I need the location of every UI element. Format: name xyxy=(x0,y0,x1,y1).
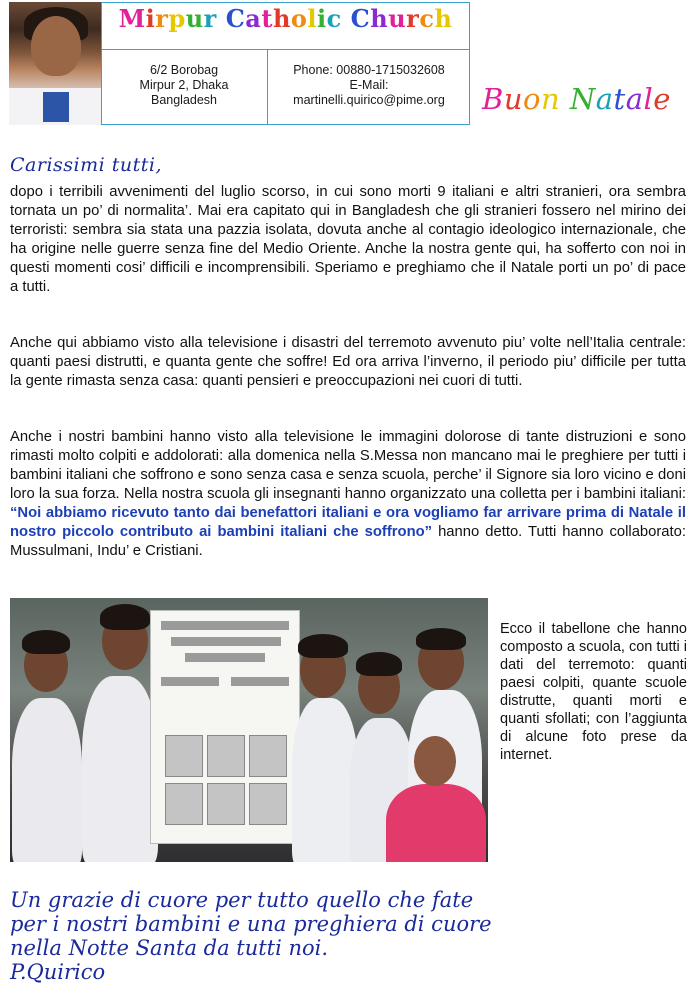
closing-line: Un grazie di cuore per tutto quello che fate xyxy=(10,888,474,912)
church-address xyxy=(101,63,267,108)
closing-message xyxy=(10,888,492,984)
signature: P.Quirico xyxy=(10,960,106,984)
address-line: Bangladesh xyxy=(150,93,218,107)
phone-number: Phone: 00880-1715032608 xyxy=(293,63,445,77)
girl-portrait-photo xyxy=(9,2,101,125)
closing-line: nella Notte Santa da tutti noi. xyxy=(10,936,329,960)
photo-caption: Ecco il tabellone che hanno composto a scuola, con tutti i dati del terremoto: quanti paesi colpiti, quante scuole distrutte, quanti morti e quanti sfollati; con l’aggiunta di alcune foto prese da internet. xyxy=(500,621,687,763)
salutation: Carissimi tutti, xyxy=(10,154,162,176)
church-name: Mirpur Catholic Church xyxy=(118,4,453,33)
paragraph-text: hanno detto. Tutti hanno collaborato: Mussulmani, Indu’ e Cristiani. xyxy=(10,524,686,559)
email-label: E-Mail: xyxy=(349,78,389,92)
paragraph-earthquake: Anche qui abbiamo visto alla televisione i disastri del terremoto avvenuto piu’ volte nell’Italia centrale: quanti paesi distrutti, e quanta gente che soffre! Ed ora arriva l’inverno, il periodo piu’ difficile per tutta la gente rimasta senza casa: quanti pensieri e preoccupazioni nei cuori di tutti. xyxy=(10,335,686,389)
children-quote: “Noi abbiamo ricevuto tanto dai benefattori italiani e ora vogliamo far arrivare prima di Natale il nostro piccolo contributo ai bambini italiani che soffrono” xyxy=(10,505,686,540)
church-contact xyxy=(268,63,470,108)
children-poster-photo xyxy=(10,598,488,862)
paragraph-children-collection xyxy=(10,428,686,561)
closing-line: per i nostri bambini e una preghiera di cuore xyxy=(10,912,492,936)
earthquake-poster xyxy=(150,610,300,844)
paragraph-text: Anche i nostri bambini hanno visto alla televisione le immagini dolorose di tante distruzioni e sono rimasti molto colpiti e addolorati: alla domenica nella S.Messa non mancano mai le preghiere per tutti i bambini italiani che soffrono e sono senza casa e senza scuola, perche’ il Signore sia loro vicino e doni loro la sua forza. Nella nostra scuola gli insegnanti hanno organizzato una colletta per i bambini italiani: xyxy=(10,429,686,502)
address-line: 6/2 Borobag xyxy=(149,63,219,77)
paragraph-terror-attack: dopo i terribili avvenimenti del luglio scorso, in cui sono morti 9 italiani e altri stranieri, ora sembra tornata un po’ di normalita’. Mai era capitato qui in Bangladesh che gli stranieri fossero nel mirino dei terroristi: sembra sia stata una pazzia isolata, dovuta anche al contagio ideologico internazionale, che ha origine nelle guerre senza fine del Medio Oriente. Anche la nostra gente qui, ha sofferto con noi in questi momenti cosi’ difficili e incomprensibili. Speriamo e preghiamo che il Natale porti un po’ di pace a tutti. xyxy=(10,184,686,295)
email-address[interactable]: martinelli.quirico@pime.org xyxy=(293,93,445,107)
buon-natale-badge: Buon Natale xyxy=(482,82,671,116)
address-line: Mirpur 2, Dhaka xyxy=(139,78,229,92)
header-divider xyxy=(101,49,470,50)
